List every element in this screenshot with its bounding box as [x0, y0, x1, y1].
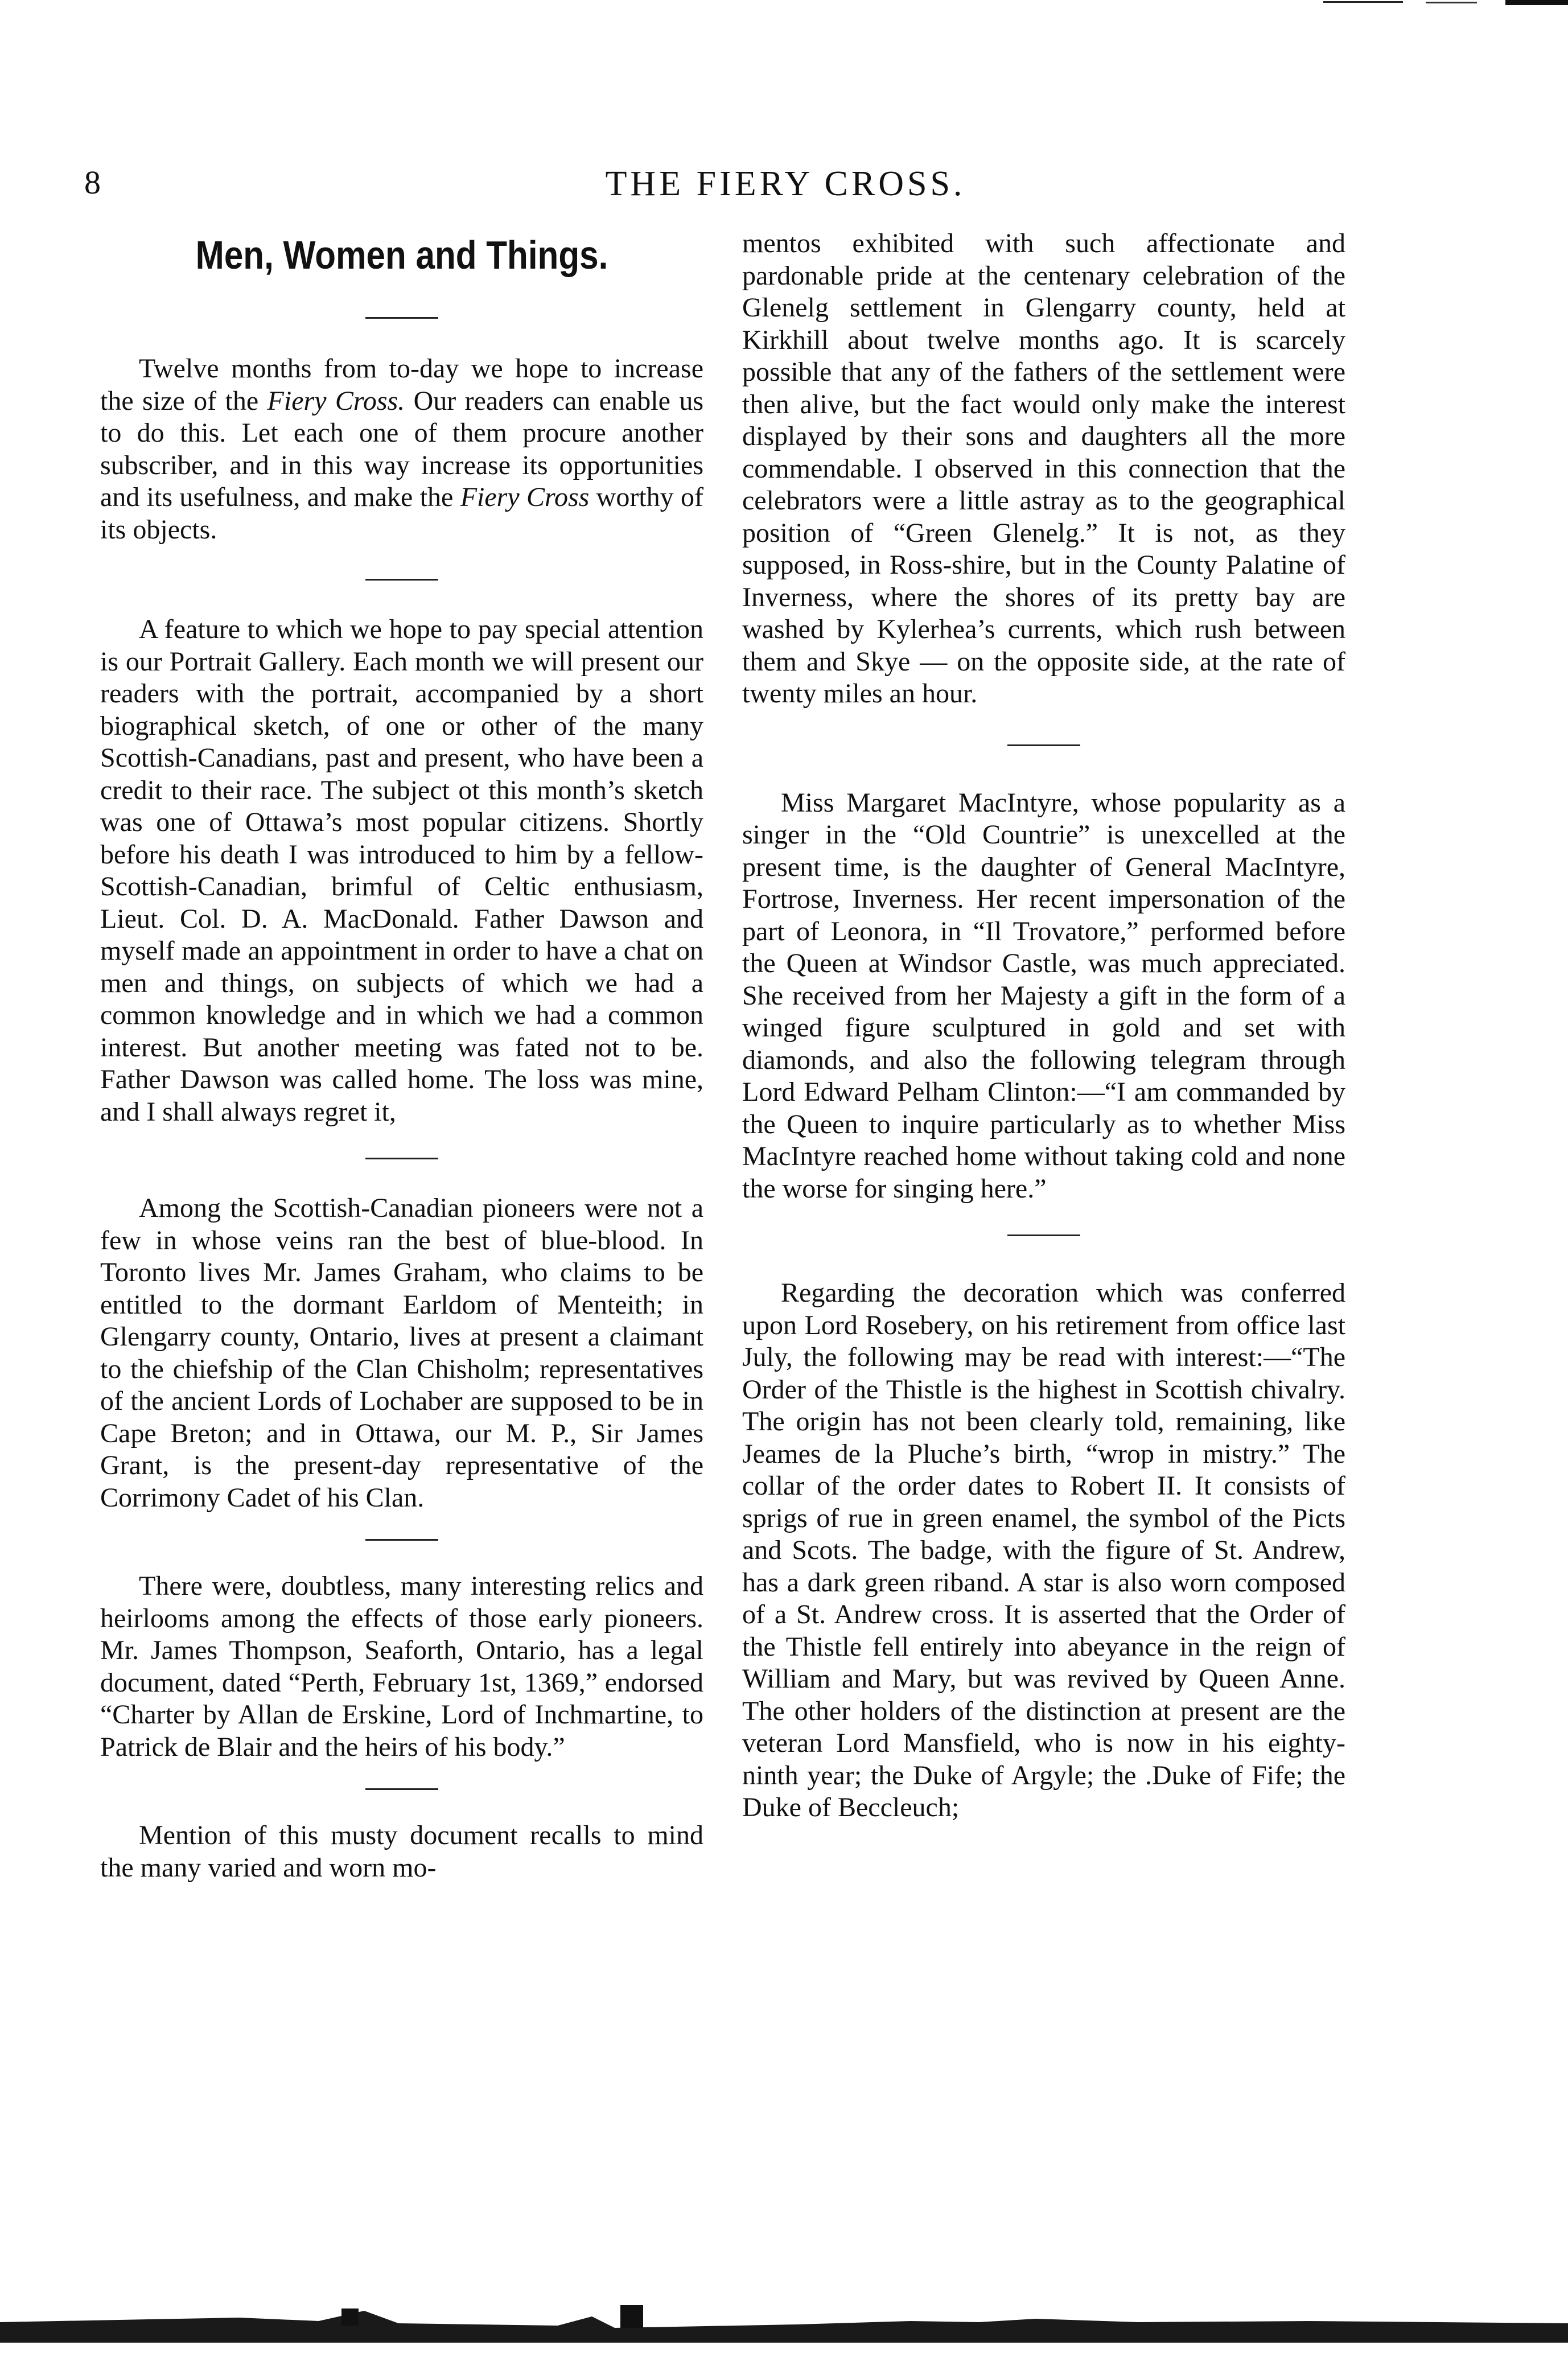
- right-column: [742, 228, 1345, 1824]
- running-head: THE FIERY CROSS.: [605, 164, 966, 203]
- section-divider: [365, 579, 438, 581]
- section-divider: [365, 1539, 438, 1541]
- article-title: Men, Women and Things.: [195, 233, 608, 277]
- page-number: 8: [84, 164, 101, 201]
- paragraph-musty-document: Mention of this musty document recalls to mind the many varied and worn mo-: [100, 1820, 703, 1883]
- text-run: worthy of its objects.: [100, 482, 704, 545]
- paragraph-order-of-thistle: Regarding the decoration which was conferred upon Lord Rosebery, on his retirement from office last July, the following may be read with interest:—“The Order of the Thistle is the highest in Scottish chivalry. The origin has not been clearly told, remaining, like Jeames de la Pluche’s birth, “wrop in mistry.” The collar of the order dates to Robert II. It consists of sprigs of rue in green enamel, the symbol of the Picts and Scots. The badge, with the figure of St. Andrew, has a dark green riband. A star is also worn composed of a St. Andrew cross. It is asserted that the Order of the Thistle fell entirely into abeyance in the reign of William and Mary, but was revived by Queen Anne. The other holders of the distinction at present are the veteran Lord Mansfield, who is now in his eighty-ninth year; the Duke of Argyle; the .Duke of Fife; the Duke of Beccleuch;: [742, 1278, 1345, 1822]
- paragraph-pioneers: Among the Scottish-Canadian pioneers were not a few in whose veins ran the best of blue-blood. In Toronto lives Mr. James Graham, who claims to be entitled to the dormant Earldom of Menteith; in Glengarry county, Ontario, lives at present a claimant to the chiefship of the Clan Chisholm; representatives of the ancient Lords of Lochaber are supposed to be in Cape Breton; and in Ottawa, our M. P., Sir James Grant, is the present-day representative of the Corrimony Cadet of his Clan.: [100, 1193, 703, 1513]
- section-divider: [365, 1788, 438, 1790]
- paragraph-subscription-appeal: [100, 353, 703, 546]
- section-divider: [1007, 1235, 1080, 1236]
- italic-title: Fiery Cross.: [267, 385, 405, 416]
- section-divider: [365, 1158, 438, 1159]
- left-column: [100, 228, 703, 1884]
- paragraph-glenelg-continued: mentos exhibited with such affectionate and pardonable pride at the centenary celebration of the Glenelg settlement in Glengarry county, held at Kirkhill about twelve months ago. It is scarcely possible that any of the fathers of the settlement were then alive, but the fact would only make the interest displayed by their sons and daughters all the more commendable. I observed in this connection that the celebrators were a little astray as to the geographical position of “Green Glenelg.” It is not, as they supposed, in Ross-shire, but in the County Palatine of Inverness, where the shores of its pretty bay are washed by Kylerhea’s currents, which rush between them and Skye — on the opposite side, at the rate of twenty miles an hour.: [742, 228, 1345, 709]
- section-divider: [365, 317, 438, 319]
- text-run: Twelve months from to-day we hope to increase the size of the: [100, 353, 703, 416]
- scan-edge-mark-bottom: [0, 2288, 1568, 2362]
- italic-title: Fiery Cross: [460, 482, 590, 512]
- paragraph-portrait-gallery: A feature to which we hope to pay special attention is our Portrait Gallery. Each month we will present our readers with the portrait, accompanied by a short biographical sketch, of one or other of the many Scottish-Canadians, past and present, who have been a credit to their race. The subject ot this month’s sketch was one of Ottawa’s most popular citizens. Shortly before his death I was introduced to him by a fellow-Scottish-Canadian, brimful of Celtic enthusiasm, Lieut. Col. D. A. MacDonald. Father Dawson and myself made an appointment in order to have a chat on men and things, on subjects of which we had a common knowledge and in which we had a common interest. But another meeting was fated not to be. Father Dawson was called home. The loss was mine, and I shall always regret it,: [100, 614, 703, 1127]
- paragraph-relics: There were, doubtless, many interesting relics and heirlooms among the effects of those early pioneers. Mr. James Thompson, Seaforth, Ontario, has a legal document, dated “Perth, February 1st, 1369,” endorsed “Charter by Allan de Erskine, Lord of Inchmartine, to Patrick de Blair and the heirs of his body.”: [100, 1571, 703, 1762]
- text-run: Our readers can enable us to do this. Let each one of them procure another subscriber, and in this way increase its opportunities and its usefulness, and make the: [100, 385, 704, 512]
- section-divider: [1007, 744, 1080, 746]
- scan-edge-mark-top: [1323, 0, 1568, 9]
- paragraph-margaret-macintyre: Miss Margaret MacIntyre, whose popularity as a singer in the “Old Countrie” is unexcelled at the present time, is the daughter of General MacIntyre, Fortrose, Inverness. Her recent impersonation of the part of Leonora, in “Il Trovatore,” performed before the Queen at Windsor Castle, was much appreciated. She received from her Majesty a gift in the form of a winged figure sculptured in gold and set with diamonds, and also the following telegram through Lord Edward Pelham Clinton:—“I am commanded by the Queen to inquire particularly as to whether Miss MacIntyre reached home without taking cold and none the worse for singing here.”: [742, 787, 1345, 1204]
